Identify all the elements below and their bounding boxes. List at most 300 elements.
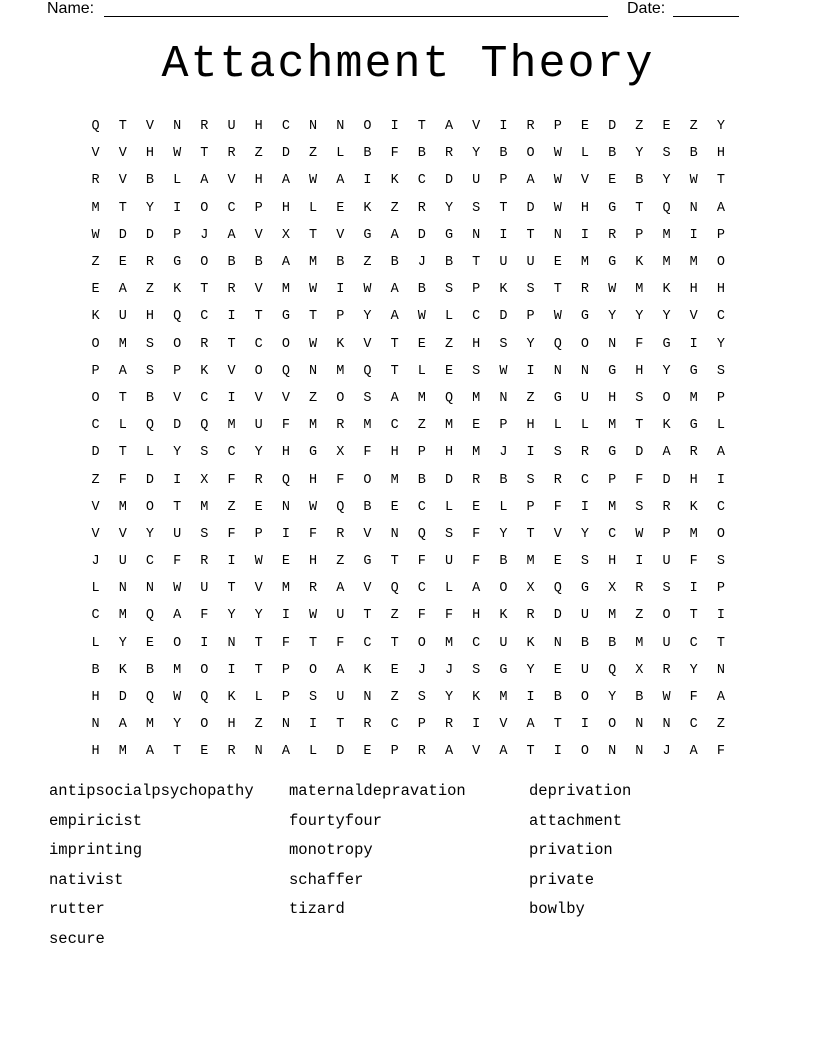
grid-letter: F (689, 690, 698, 706)
grid-letter: R (309, 581, 318, 597)
grid-letter: R (227, 282, 236, 298)
grid-letter: S (662, 146, 671, 162)
grid-row (82, 358, 742, 385)
grid-letter: T (390, 363, 399, 379)
grid-letter: B (417, 472, 426, 488)
grid-letter: S (472, 363, 481, 379)
grid-letter: Z (689, 119, 698, 135)
word-bank-item: bowlby (529, 900, 585, 919)
word-bank-item: rutter (49, 900, 105, 919)
grid-letter: Z (635, 119, 644, 135)
grid-letter: M (689, 390, 698, 406)
grid-letter: Q (662, 200, 671, 216)
grid-letter: S (472, 200, 481, 216)
grid-letter: S (472, 662, 481, 678)
grid-letter: G (608, 445, 617, 461)
grid-letter: V (499, 717, 508, 733)
grid-letter: E (444, 363, 454, 379)
grid-letter: Y (662, 173, 671, 189)
grid-letter: O (716, 526, 725, 542)
grid-letter: B (417, 146, 426, 162)
grid-letter: W (417, 309, 426, 325)
grid-letter: O (254, 363, 263, 379)
grid-letter: I (689, 336, 698, 352)
grid-letter: F (417, 608, 426, 624)
grid-letter: M (608, 608, 617, 624)
grid-letter: T (309, 227, 318, 243)
grid-letter: H (91, 744, 100, 760)
grid-letter: G (309, 445, 318, 461)
grid-letter: M (173, 662, 182, 678)
grid-letter: C (390, 717, 399, 733)
grid-letter: N (553, 363, 562, 379)
date-field-line[interactable] (673, 16, 739, 17)
grid-letter: K (499, 282, 508, 298)
grid-letter: C (91, 418, 100, 434)
grid-row (82, 494, 742, 521)
grid-letter: Q (281, 472, 290, 488)
grid-letter: T (635, 200, 644, 216)
grid-letter: T (227, 581, 236, 597)
grid-letter: B (580, 635, 590, 651)
grid-letter: Q (200, 418, 209, 434)
grid-row (82, 113, 742, 140)
grid-letter: H (716, 282, 725, 298)
grid-letter: Q (417, 526, 426, 542)
grid-letter: D (173, 418, 182, 434)
grid-letter: B (336, 255, 345, 271)
word-bank-item: imprinting (49, 841, 143, 860)
grid-letter: W (91, 227, 100, 243)
grid-letter: T (363, 608, 372, 624)
grid-letter: S (553, 445, 562, 461)
grid-letter: K (526, 635, 535, 651)
grid-letter: P (553, 119, 562, 135)
grid-letter: W (173, 146, 182, 162)
grid-letter: A (118, 363, 127, 379)
grid-letter: R (662, 662, 671, 678)
grid-letter: P (716, 390, 725, 406)
name-date-header (47, 0, 740, 20)
grid-letter: O (173, 635, 182, 651)
grid-letter: X (608, 581, 617, 597)
grid-letter: M (608, 418, 617, 434)
grid-letter: H (254, 173, 263, 189)
grid-letter: F (281, 635, 290, 651)
grid-row (82, 630, 742, 657)
grid-letter: M (444, 635, 454, 651)
word-bank-item: secure (49, 929, 105, 948)
grid-letter: F (200, 608, 209, 624)
grid-letter: P (716, 227, 725, 243)
grid-letter: M (689, 526, 698, 542)
grid-letter: C (716, 309, 725, 325)
grid-letter: I (499, 119, 508, 135)
grid-letter: C (91, 608, 100, 624)
grid-letter: P (281, 662, 290, 678)
grid-letter: Y (444, 690, 454, 706)
grid-letter: W (635, 526, 644, 542)
grid-letter: E (662, 119, 671, 135)
grid-letter: A (281, 744, 290, 760)
grid-letter: R (472, 472, 481, 488)
word-bank-item: privation (529, 841, 613, 860)
grid-letter: C (281, 119, 290, 135)
grid-letter: D (526, 200, 535, 216)
grid-letter: B (417, 282, 426, 298)
grid-letter: B (390, 255, 399, 271)
grid-letter: I (173, 200, 182, 216)
name-field-line[interactable] (104, 16, 608, 17)
word-search-grid (82, 113, 742, 766)
grid-row (82, 385, 742, 412)
grid-letter: F (118, 472, 127, 488)
grid-letter: V (118, 173, 127, 189)
grid-letter: M (145, 717, 155, 733)
grid-letter: I (689, 581, 698, 597)
grid-letter: P (662, 526, 671, 542)
grid-letter: F (444, 608, 454, 624)
grid-letter: I (580, 499, 590, 515)
word-bank-item: nativist (49, 870, 124, 889)
grid-letter: A (390, 282, 399, 298)
grid-letter: A (336, 581, 345, 597)
grid-letter: H (145, 309, 155, 325)
grid-letter: N (472, 227, 481, 243)
grid-letter: V (91, 526, 100, 542)
grid-letter: R (227, 146, 236, 162)
grid-letter: Y (526, 336, 535, 352)
grid-letter: A (227, 227, 236, 243)
grid-letter: Y (608, 309, 617, 325)
grid-letter: F (472, 554, 481, 570)
grid-letter: E (417, 336, 426, 352)
grid-letter: O (200, 200, 209, 216)
grid-letter: X (635, 662, 644, 678)
grid-letter: V (91, 499, 100, 515)
grid-letter: J (417, 662, 426, 678)
grid-letter: V (173, 390, 182, 406)
grid-letter: G (608, 200, 617, 216)
word-bank-item: monotropy (289, 841, 373, 860)
grid-letter: T (309, 309, 318, 325)
grid-letter: M (689, 255, 698, 271)
grid-letter: C (472, 635, 481, 651)
grid-letter: S (526, 472, 535, 488)
grid-letter: M (662, 227, 671, 243)
grid-letter: K (336, 336, 345, 352)
grid-letter: Y (254, 445, 263, 461)
grid-letter: R (145, 255, 155, 271)
grid-letter: Y (227, 608, 236, 624)
grid-letter: A (390, 390, 399, 406)
grid-letter: O (173, 336, 182, 352)
word-bank-item: antipsocialpsychopathy (49, 782, 254, 800)
grid-letter: Q (145, 418, 155, 434)
grid-letter: A (689, 744, 698, 760)
grid-letter: W (309, 282, 318, 298)
grid-letter: M (309, 418, 318, 434)
grid-letter: C (580, 472, 590, 488)
grid-letter: Y (635, 309, 644, 325)
grid-letter: M (499, 690, 508, 706)
grid-letter: P (608, 472, 617, 488)
grid-letter: R (200, 119, 209, 135)
grid-letter: L (145, 445, 155, 461)
grid-letter: G (580, 309, 590, 325)
grid-letter: B (635, 690, 644, 706)
grid-letter: F (635, 336, 644, 352)
grid-letter: R (662, 499, 671, 515)
grid-letter: H (254, 119, 263, 135)
grid-letter: B (635, 173, 644, 189)
page-title: Attachment Theory (161, 39, 655, 90)
grid-letter: R (363, 717, 372, 733)
grid-letter: G (363, 554, 372, 570)
grid-letter: M (472, 390, 481, 406)
grid-row (82, 521, 742, 548)
grid-letter: F (336, 472, 345, 488)
grid-letter: Y (716, 119, 725, 135)
grid-row (82, 249, 742, 276)
grid-letter: P (254, 526, 263, 542)
grid-letter: C (254, 336, 263, 352)
grid-letter: F (309, 526, 318, 542)
grid-letter: H (608, 554, 617, 570)
grid-letter: V (91, 146, 100, 162)
grid-letter: Q (145, 690, 155, 706)
grid-letter: Z (390, 608, 399, 624)
word-bank-item: fourtyfour (289, 811, 383, 830)
word-bank-item: attachment (529, 811, 623, 830)
grid-letter: N (118, 581, 127, 597)
grid-letter: D (336, 744, 345, 760)
grid-letter: K (689, 499, 698, 515)
grid-letter: N (390, 526, 399, 542)
grid-letter: T (254, 662, 263, 678)
grid-letter: I (689, 227, 698, 243)
grid-row (82, 602, 742, 629)
grid-letter: T (553, 282, 562, 298)
grid-letter: N (608, 744, 617, 760)
grid-letter: E (254, 499, 263, 515)
grid-letter: W (662, 690, 671, 706)
grid-letter: K (662, 418, 671, 434)
grid-letter: W (499, 363, 508, 379)
grid-letter: U (118, 554, 127, 570)
grid-letter: H (309, 472, 318, 488)
grid-letter: I (499, 227, 508, 243)
grid-letter: K (118, 662, 127, 678)
grid-letter: H (608, 390, 617, 406)
grid-letter: D (444, 472, 454, 488)
grid-letter: W (309, 336, 318, 352)
grid-letter: N (635, 717, 644, 733)
word-bank-item: maternaldepravation (289, 782, 466, 800)
grid-letter: I (227, 662, 236, 678)
grid-letter: G (363, 227, 372, 243)
grid-letter: O (309, 662, 318, 678)
grid-letter: O (499, 581, 508, 597)
grid-letter: I (227, 309, 236, 325)
grid-letter: O (91, 390, 100, 406)
grid-letter: C (417, 581, 426, 597)
grid-letter: N (553, 227, 562, 243)
grid-letter: O (526, 146, 535, 162)
grid-letter: Q (173, 309, 182, 325)
grid-letter: B (227, 255, 236, 271)
grid-letter: M (472, 445, 481, 461)
grid-letter: L (254, 690, 263, 706)
grid-letter: O (200, 255, 209, 271)
grid-letter: Y (499, 526, 508, 542)
grid-letter: D (635, 445, 644, 461)
grid-letter: K (499, 608, 508, 624)
grid-letter: R (689, 445, 698, 461)
grid-letter: C (472, 309, 481, 325)
grid-letter: E (472, 499, 481, 515)
grid-letter: V (145, 119, 155, 135)
grid-letter: N (309, 119, 318, 135)
grid-letter: C (716, 499, 725, 515)
grid-letter: I (363, 173, 372, 189)
grid-row (82, 412, 742, 439)
grid-letter: N (608, 336, 617, 352)
grid-letter: W (309, 608, 318, 624)
grid-letter: A (336, 662, 345, 678)
grid-letter: I (526, 690, 535, 706)
grid-letter: Y (472, 146, 481, 162)
grid-letter: Y (580, 526, 590, 542)
grid-letter: G (608, 363, 617, 379)
grid-letter: C (363, 635, 372, 651)
grid-letter: P (417, 445, 426, 461)
grid-letter: P (173, 363, 182, 379)
grid-letter: C (200, 309, 209, 325)
grid-letter: H (444, 445, 454, 461)
grid-row (82, 331, 742, 358)
grid-letter: Y (118, 635, 127, 651)
grid-letter: L (417, 363, 426, 379)
grid-letter: P (254, 200, 263, 216)
grid-letter: T (254, 635, 263, 651)
grid-letter: C (417, 173, 426, 189)
grid-letter: J (91, 554, 100, 570)
grid-row (82, 657, 742, 684)
grid-letter: U (336, 608, 345, 624)
grid-letter: C (689, 635, 698, 651)
grid-letter: T (390, 554, 399, 570)
grid-letter: Y (145, 200, 155, 216)
grid-letter: S (145, 363, 155, 379)
grid-letter: Z (390, 200, 399, 216)
grid-letter: R (254, 472, 263, 488)
grid-letter: I (200, 635, 209, 651)
grid-letter: F (173, 554, 182, 570)
grid-letter: P (472, 282, 481, 298)
grid-letter: R (417, 744, 426, 760)
grid-letter: Y (635, 146, 644, 162)
grid-letter: X (200, 472, 209, 488)
grid-letter: Q (91, 119, 100, 135)
grid-letter: M (444, 418, 454, 434)
grid-letter: L (553, 418, 562, 434)
grid-letter: I (526, 363, 535, 379)
grid-letter: V (580, 173, 590, 189)
grid-letter: S (716, 554, 725, 570)
grid-letter: N (580, 363, 590, 379)
grid-letter: W (553, 200, 562, 216)
grid-letter: R (608, 227, 617, 243)
grid-letter: M (91, 200, 100, 216)
grid-letter: Z (254, 146, 263, 162)
grid-letter: Z (526, 390, 535, 406)
grid-letter: T (526, 227, 535, 243)
grid-letter: O (662, 608, 671, 624)
word-bank (49, 780, 769, 958)
grid-letter: Z (390, 690, 399, 706)
grid-letter: H (716, 146, 725, 162)
grid-letter: P (336, 309, 345, 325)
grid-letter: N (281, 499, 290, 515)
grid-letter: T (716, 635, 725, 651)
grid-letter: B (145, 390, 155, 406)
grid-letter: F (716, 744, 725, 760)
grid-letter: R (580, 282, 590, 298)
grid-letter: A (662, 445, 671, 461)
grid-letter: S (200, 445, 209, 461)
grid-letter: W (254, 554, 263, 570)
grid-letter: R (444, 717, 454, 733)
grid-letter: R (336, 526, 345, 542)
grid-letter: C (145, 554, 155, 570)
grid-letter: R (553, 472, 562, 488)
grid-letter: O (91, 336, 100, 352)
grid-letter: T (390, 336, 399, 352)
grid-letter: M (363, 418, 372, 434)
grid-letter: B (91, 662, 100, 678)
grid-letter: I (526, 445, 535, 461)
grid-letter: M (635, 635, 644, 651)
grid-letter: S (363, 390, 372, 406)
grid-letter: Y (254, 608, 263, 624)
grid-letter: V (254, 390, 263, 406)
grid-letter: M (662, 255, 671, 271)
grid-letter: Z (363, 255, 372, 271)
grid-letter: L (444, 581, 454, 597)
grid-letter: I (173, 472, 182, 488)
name-label: Name: (47, 0, 95, 17)
grid-letter: K (91, 309, 100, 325)
grid-letter: T (635, 418, 644, 434)
grid-letter: V (118, 146, 127, 162)
grid-letter: B (254, 255, 263, 271)
grid-letter: S (716, 363, 725, 379)
grid-letter: V (553, 526, 562, 542)
grid-letter: L (309, 744, 318, 760)
grid-letter: W (309, 499, 318, 515)
grid-letter: I (336, 282, 345, 298)
grid-letter: E (553, 554, 562, 570)
grid-letter: X (336, 445, 345, 461)
word-bank-item: private (529, 870, 595, 889)
grid-letter: A (716, 690, 725, 706)
grid-letter: N (91, 717, 100, 733)
grid-letter: N (336, 119, 345, 135)
grid-letter: I (580, 717, 590, 733)
grid-letter: U (227, 119, 236, 135)
grid-letter: B (145, 662, 155, 678)
